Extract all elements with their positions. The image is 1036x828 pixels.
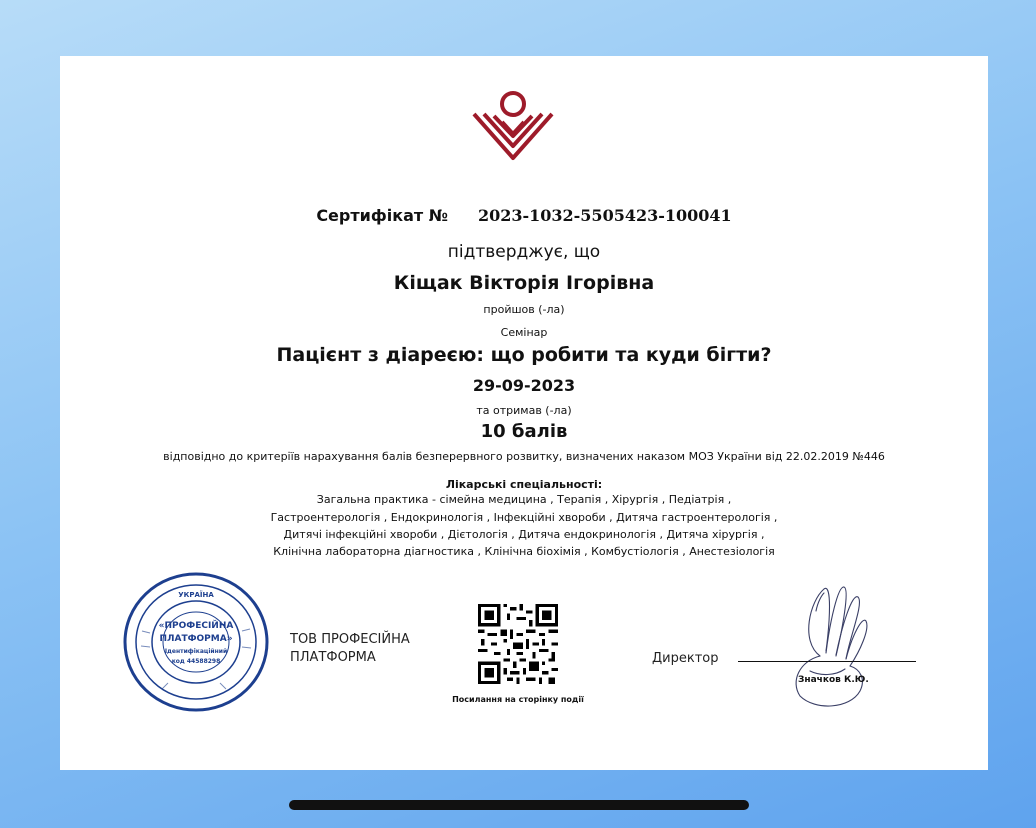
specialties-line: Гастроентерологія , Ендокринологія , Інфекційні хвороби , Дитяча гастроентерологія , — [270, 511, 778, 524]
seal-top-text: УКРАЇНА — [178, 591, 214, 599]
certificate-title: Сертифікат № — [316, 206, 448, 225]
specialties-line: Клінічна лабораторна діагностика , Клінічна біохімія , Комбустіологія , Анестезіологія — [273, 545, 775, 558]
logo-icon — [466, 86, 560, 168]
company-name — [290, 631, 410, 667]
director-name: Значков К.Ю. — [798, 675, 869, 685]
qr-caption: Посилання на сторінку події — [452, 695, 584, 704]
certificate-number: 2023-1032-5505423-100041 — [477, 206, 732, 225]
specialties-line: Дитячі інфекційні хвороби , Дієтологія , Дитяча ендокринологія , Дитяча хірургія , — [283, 528, 765, 541]
seal-center-text: «ПРОФЕСІЙНА — [158, 621, 234, 631]
seal-stamp — [122, 571, 270, 714]
recipient-name: Кіщак Вікторія Ігорівна — [393, 272, 655, 294]
specialties-line: Загальна практика - сімейна медицина , Терапія , Хірургія , Педіатрія , — [316, 493, 732, 506]
seal-center-text: Ідентифікаційний — [164, 648, 228, 655]
event-date: 29-09-2023 — [472, 376, 576, 395]
director-label: Директор — [652, 651, 719, 666]
home-indicator-bar[interactable] — [289, 800, 749, 810]
company-name-line: ТОВ ПРОФЕСІЙНА — [290, 632, 410, 647]
event-name: Пацієнт з діареєю: що робити та куди бігти? — [276, 344, 772, 366]
signature-line — [738, 661, 916, 662]
qr-code[interactable] — [478, 604, 558, 684]
criteria-text: відповідно до критеріїв нарахування балів безперервного розвитку, визначених наказом МОЗ України від 22.02.2019 №446 — [163, 450, 885, 463]
signature — [780, 581, 872, 711]
company-name-line: ПЛАТФОРМА — [290, 650, 376, 665]
certificate-page — [60, 56, 988, 770]
certificate-number-line — [60, 206, 988, 225]
confirms-text: підтверджує, що — [447, 242, 601, 262]
seal-center-text: код 44588298 — [171, 658, 221, 665]
event-type: Семінар — [500, 326, 548, 339]
points-value: 10 балів — [480, 421, 568, 442]
received-text: та отримав (-ла) — [476, 404, 572, 417]
passed-text: пройшов (-ла) — [483, 303, 565, 316]
specialties-heading: Лікарські спеціальності: — [445, 478, 603, 491]
seal-center-text: ПЛАТФОРМА» — [159, 634, 233, 644]
